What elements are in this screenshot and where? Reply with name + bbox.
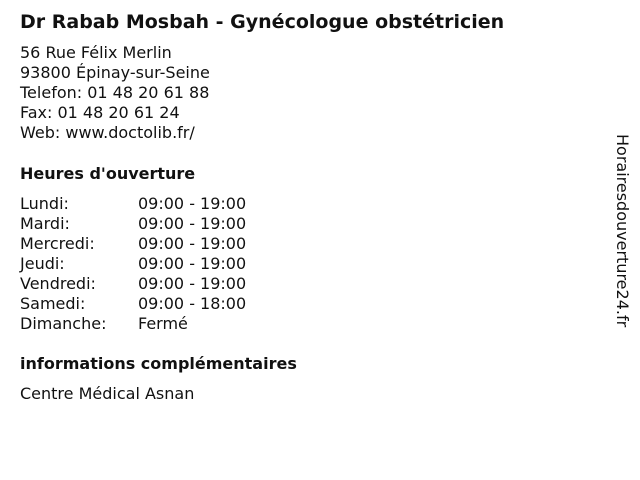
opening-hours-heading: Heures d'ouverture — [20, 164, 196, 183]
hours-row-mardi — [20, 214, 280, 234]
contact-block — [20, 43, 210, 143]
phone-number: Telefon: 01 48 20 61 88 — [20, 83, 210, 102]
hours-row-lundi — [20, 194, 280, 214]
page-title: Dr Rabab Mosbah - Gynécologue obstétricien — [20, 11, 505, 33]
opening-hours-table — [20, 194, 280, 334]
street-address: 56 Rue Félix Merlin — [20, 43, 172, 62]
hours-row-jeudi — [20, 254, 280, 274]
time-value: 09:00 - 18:00 — [138, 294, 247, 313]
additional-info-heading: informations complémentaires — [20, 354, 297, 373]
day-label: Jeudi: — [20, 254, 65, 273]
time-value: 09:00 - 19:00 — [138, 214, 247, 233]
website: Web: www.doctolib.fr/ — [20, 123, 195, 142]
time-value: 09:00 - 19:00 — [138, 254, 247, 273]
additional-info-text: Centre Médical Asnan — [20, 384, 195, 403]
hours-row-samedi — [20, 294, 280, 314]
time-value: Fermé — [138, 314, 188, 333]
brand-watermark: Horairesdouverture24.fr — [613, 134, 632, 328]
day-label: Lundi: — [20, 194, 69, 213]
day-label: Mercredi: — [20, 234, 95, 253]
city-address: 93800 Épinay-sur-Seine — [20, 63, 210, 82]
time-value: 09:00 - 19:00 — [138, 234, 247, 253]
time-value: 09:00 - 19:00 — [138, 194, 247, 213]
time-value: 09:00 - 19:00 — [138, 274, 247, 293]
day-label: Mardi: — [20, 214, 70, 233]
day-label: Samedi: — [20, 294, 86, 313]
fax-number: Fax: 01 48 20 61 24 — [20, 103, 180, 122]
hours-row-mercredi — [20, 234, 280, 254]
hours-row-dimanche — [20, 314, 280, 334]
hours-row-vendredi — [20, 274, 280, 294]
day-label: Vendredi: — [20, 274, 96, 293]
day-label: Dimanche: — [20, 314, 107, 333]
